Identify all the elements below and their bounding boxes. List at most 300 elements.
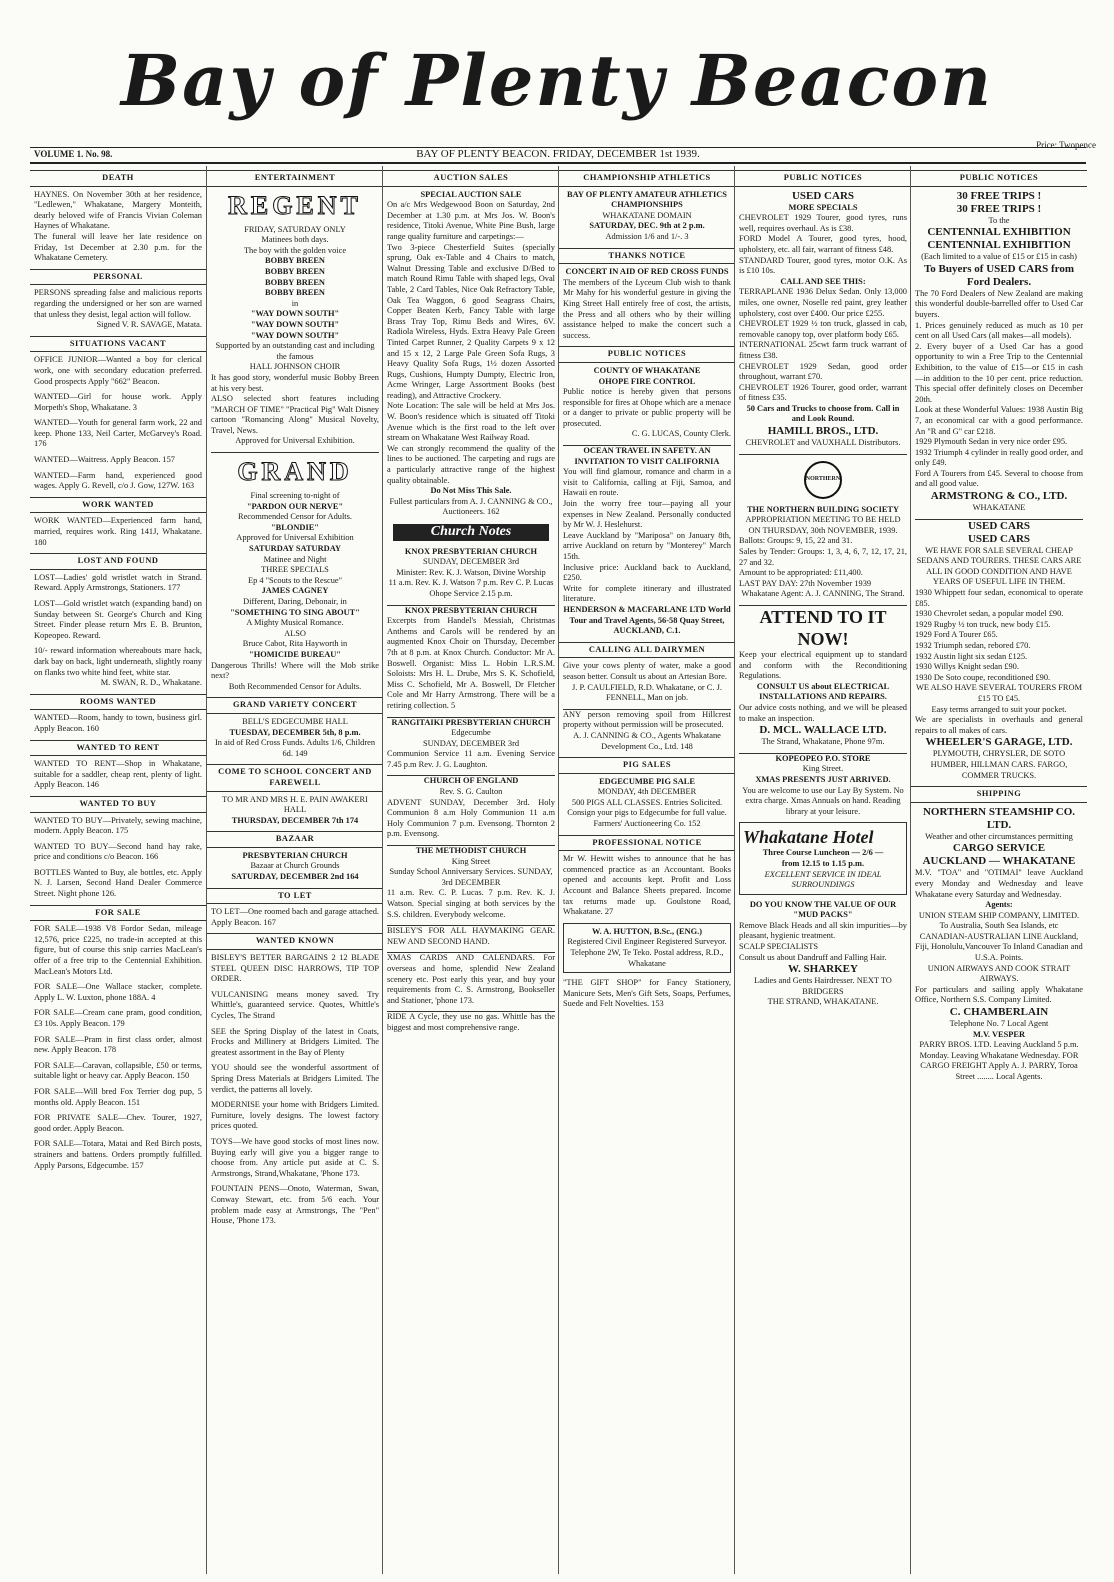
- thanks-notice: [563, 267, 731, 341]
- section-heading: SHIPPING: [911, 786, 1087, 803]
- text: FOR SALE—Will bred Fox Terrier dog pup, 5 months old. Apply Beacon. 151: [34, 1086, 202, 1107]
- text: 1932 Triumph sedan, rebored £70.: [915, 641, 1031, 650]
- text: CONSULT US about ELECTRICAL INSTALLATIONS AND REPAIRS.: [756, 681, 890, 702]
- text: WANTED—Youth for general farm work, 22 and keep. Phone 133, Neil Carter, McGarvey's Road. 176: [34, 418, 202, 449]
- section-heading: SITUATIONS VACANT: [30, 336, 206, 353]
- text: Easy terms arranged to suit your pocket.: [931, 704, 1067, 714]
- text: HALL JOHNSON CHOIR: [249, 362, 341, 372]
- store-ad: [739, 753, 907, 818]
- text: To Australia, South Sea Islands, etc CANADIAN-AUSTRALIAN LINE Auckland, Fiji, Honolulu,Vancouver To Inland Canadian and U.S.A. Points.: [915, 921, 1083, 963]
- classified-ad: [211, 1100, 379, 1132]
- text: THE METHODIST CHURCH: [415, 846, 527, 856]
- text: CENTENNIAL EXHIBITION: [927, 226, 1071, 239]
- text: Our advice costs nothing, and we will be pleased to make an inspection.: [739, 702, 907, 723]
- text: It has good story, wonderful music Bobby Breen at his very best.: [211, 372, 379, 393]
- dateline-bar: [30, 147, 1086, 164]
- column-6: [910, 166, 1087, 1574]
- text: 1. Prices genuinely reduced as much as 10 per cent on all Used Cars (all makes—all models).: [915, 320, 1083, 341]
- classified-ad: [34, 1035, 202, 1056]
- personal-notice: [34, 288, 202, 330]
- school-concert-ad: [211, 795, 379, 827]
- text: Rev. S. G. Caulton: [439, 787, 503, 797]
- section-heading: AUCTION SALES: [383, 170, 559, 187]
- text: 30 FREE TRIPS !: [956, 202, 1042, 215]
- section-heading: LOST AND FOUND: [30, 553, 206, 570]
- classified-ad: [34, 1008, 202, 1029]
- text: Registered Civil Engineer Registered Surveyor.: [567, 937, 727, 947]
- text: WANTED TO BUY—Second hand hay rake, price and conditions c/o Beacon. 166: [34, 841, 202, 862]
- shipping-ad: [915, 806, 1083, 1083]
- text: 1930 Whippett four sedan, economical to operate £85.: [915, 588, 1083, 608]
- text: The members of the Lyceum Club wish to thank Mr Mahy for his wonderful gesture in giving the King Street Hall entirely free of cost, the artists, the Press and all others who by their willing assistance helped to make the concert such a success.: [563, 277, 731, 340]
- text: LOST—Gold wristlet watch (expanding band) on Sunday between St. George's Church and King Street. Finder please return Mrs E. B. Brunton, Kopeopeo. Reward.: [34, 599, 202, 640]
- bazaar-ad: [211, 851, 379, 883]
- text: Farmers' Auctioneering Co. 152: [593, 819, 701, 829]
- section-heading: DEATH: [30, 170, 206, 187]
- text: Look at these Wonderful Values: 1938 Austin Big 7, an economical car with a good performance. An "R and G" car £218.: [915, 405, 1083, 436]
- section-heading: WANTED TO BUY: [30, 796, 206, 813]
- columns: [30, 166, 1086, 1574]
- section-heading: BAZAAR: [207, 831, 383, 848]
- text: A. J. CANNING & CO., Agents Whakatane Development Co., Ltd. 148: [573, 730, 721, 751]
- text: CHEVROLET and VAUXHALL Distributors.: [745, 438, 901, 448]
- text: 11 a.m. Rev. K. J. Watson 7 p.m. Rev C. P. Lucas Ohope Service 2.15 p.m.: [388, 578, 554, 598]
- text: BOBBY BREEN: [265, 277, 325, 287]
- text: BELL'S EDGECUMBE HALL: [242, 716, 348, 726]
- hotel-ad: [739, 822, 907, 894]
- text: WHEELER'S GARAGE, LTD.: [925, 736, 1073, 749]
- text: Admission 1/6 and 1/-. 3: [605, 231, 689, 241]
- text: Mr W. Hewitt wishes to announce that he has commenced practice as an Accountant. Books opened and accounts kept. Profit and Loss Account and Balance Sheets prepared. Income tax returns made up. Goulstone Road, Whakatane. 27: [563, 854, 731, 917]
- text: Consult us about Dandruff and Falling Hair.: [739, 952, 887, 962]
- hutton-ad: [563, 923, 731, 973]
- church-notice: [387, 547, 555, 600]
- signature: C. G. LUCAS, County Clerk.: [631, 429, 731, 439]
- text: M.V. VESPER: [972, 1029, 1026, 1039]
- text: MORE SPECIALS: [788, 202, 858, 212]
- section-heading: PROFESSIONAL NOTICE: [559, 835, 735, 852]
- text: HAMILL BROS., LTD.: [767, 425, 879, 438]
- classified-ad: [34, 924, 202, 977]
- classified-ad: [211, 1184, 379, 1226]
- text: Approved for Universal Exhibition.: [235, 436, 355, 446]
- classified-ad: [34, 1061, 202, 1082]
- section-heading: WANTED KNOWN: [207, 933, 383, 950]
- classified-ad: [563, 978, 731, 1010]
- text: On a/c Mrs Wedgewood Boon on Saturday, 2nd December at 1.30 p.m. at Mrs Jos. W. Boon's residence, Titoki Avenue, White Pine Bush, large range quality furniture and carpetings:—: [387, 200, 555, 241]
- classified-ad: [34, 599, 202, 641]
- text: Whakatane Hotel: [743, 827, 874, 848]
- grand-logo: GRAND: [237, 457, 353, 487]
- text: 11 a.m. Rev. C. P. Lucas. 7 p.m. Rev. K. J. Watson. Special singing at both services by the S.S. children. Everybody welcome.: [387, 888, 555, 919]
- text: Weather and other circumstances permitting: [925, 831, 1073, 841]
- section-heading: ROOMS WANTED: [30, 694, 206, 711]
- classified-ad: [563, 709, 731, 752]
- text: UNION AIRWAYS AND COOK STRAIT AIRWAYS.: [927, 963, 1071, 984]
- free-trips-ad: [915, 190, 1083, 514]
- text: WANTED TO BUY—Privately, sewing machine, modern. Apply Beacon. 175: [34, 815, 202, 836]
- classified-ad: [34, 573, 202, 594]
- text: Amount to be appropriated: £11,400.: [739, 568, 863, 578]
- text: Final screening to-night of: [250, 491, 340, 501]
- text: Matinee and Night: [263, 554, 327, 564]
- text: 50 Cars and Trucks to choose from. Call in and Look Round.: [746, 403, 900, 424]
- text: You will find glamour, romance and charm in a visit to California, calling at Fiji, Samoa, and Hawaii en route.: [563, 467, 731, 498]
- text: in: [291, 298, 299, 308]
- classified-ad: [34, 759, 202, 791]
- text: J. P. CAULFIELD, R.D. Whakatane, or C. J. FENNELL, Man on job.: [572, 682, 722, 703]
- classified-ad: [211, 990, 379, 1022]
- text: TO LET—One roomed bach and garage attached. Apply Beacon. 167: [211, 907, 379, 927]
- section-heading: THANKS NOTICE: [559, 248, 735, 265]
- text: WANTED—Waitress. Apply Beacon. 157: [34, 455, 175, 465]
- text: WANTED TO RENT—Shop in Whakatane, suitable for a saddler, cheap rent, plenty of light. Apply Beacon. 146: [34, 759, 202, 790]
- section-heading: ENTERTAINMENT: [207, 170, 383, 187]
- text: BOBBY BREEN: [265, 288, 325, 298]
- pig-sale-ad: [563, 777, 731, 830]
- text: AUCKLAND — WHAKATANE: [922, 855, 1076, 868]
- classified-ad: [387, 952, 555, 1006]
- text: PLYMOUTH, CHRYSLER, DE SOTO HUMBER, HILLMAN CARS. FARGO, COMMER TRUCKS.: [930, 749, 1068, 780]
- text: The funeral will leave her late residence on Friday, 1st December at 2.30 p.m. for the Whakatane Cemetery.: [34, 231, 202, 263]
- text: SATURDAY, DECEMBER 2nd 164: [231, 872, 359, 882]
- section-heading: WANTED TO RENT: [30, 740, 206, 757]
- athletics-ad: [563, 190, 731, 243]
- classified-ad: [211, 1137, 379, 1179]
- text: BOTTLES Wanted to Buy, ale bottles, etc. Apply N. J. Larsen, Second Hand Dealer Commerce Street. Night phone 126.: [34, 867, 202, 899]
- text: JAMES CAGNEY: [261, 586, 329, 596]
- text: Different, Daring, Debonair, in: [243, 597, 347, 606]
- text: THREE SPECIALS: [261, 565, 329, 575]
- dairymen-ad: [563, 661, 731, 703]
- text: SUNDAY, DECEMBER 3rd: [422, 557, 520, 567]
- text: To Buyers of USED CARS from Ford Dealers.: [923, 262, 1075, 288]
- text: Whakatane Agent: A. J. CANNING, The Strand.: [741, 589, 905, 599]
- text: Inclusive price: Auckland back to Auckland, £250.: [563, 562, 731, 583]
- text: 10/- reward information whereabouts mare hack, dark bay on back, light underneath, slightly roany on flanks two white hind feet, white star.: [34, 646, 202, 677]
- text: TO MR AND MRS H. E. PAIN AWAKERI HALL: [222, 794, 368, 815]
- classified-ad: [34, 982, 202, 1003]
- text: BAY OF PLENTY AMATEUR ATHLETICS CHAMPIONSHIPS: [567, 189, 727, 210]
- text: Ladies and Gents Hairdresser. NEXT TO BRIDGERS: [754, 976, 892, 996]
- text: Keep your electrical equipment up to standard and conform with the Reconditioning Regulations.: [739, 650, 907, 681]
- section-heading: GRAND VARIETY CONCERT: [207, 697, 383, 714]
- section-heading: CALLING ALL DAIRYMEN: [559, 642, 735, 659]
- text: LOST—Ladies' gold wristlet watch in Strand. Reward. Apply Armstrongs, Stationers. 177: [34, 572, 202, 593]
- text: PRESBYTERIAN CHURCH: [242, 850, 348, 860]
- text: EXCELLENT SERVICE IN IDEAL SURROUNDINGS: [764, 869, 882, 890]
- column-4: [558, 166, 735, 1574]
- text: 1929 Ford A Tourer £65.: [915, 630, 998, 640]
- text: CHEVROLET 1926 Tourer, good order, warrant of fitness £35.: [739, 382, 907, 403]
- church-notice: [387, 845, 555, 920]
- dateline: BAY OF PLENTY BEACON. FRIDAY, DECEMBER 1st 1939.: [416, 148, 700, 160]
- classified-ad: [34, 418, 202, 450]
- text: Supported by an outstanding cast and including the famous: [215, 341, 375, 361]
- text: Give your cows plenty of water, make a good season better. Consult us about an Artesian Bore.: [563, 661, 731, 681]
- classified-ad: [211, 1063, 379, 1095]
- text: WE HAVE FOR SALE SEVERAL CHEAP SEDANS AND TOURERS. THESE CARS ARE ALL IN GOOD CONDITION AND HAVE YEARS OF USEFUL LIFE IN THEM.: [916, 545, 1082, 587]
- text: XMAS CARDS AND CALENDARS. For overseas and home, splendid New Zealand scenery etc. Post early this year, and buy your requirements from C. S. Armstrong, Bookseller and Stationer, 'phone 173.: [387, 953, 555, 1005]
- classified-ad: [211, 953, 379, 985]
- text: In aid of Red Cross Funds. Adults 1/6, Children 6d. 149: [214, 738, 376, 758]
- text: Sunday School Anniversary Services. SUNDAY, 3rd DECEMBER: [389, 867, 553, 887]
- text: Recommended Censor for Adults.: [238, 512, 352, 522]
- text: FOR SALE—One Wallace stacker, complete. Apply L. W. Luxton, phone 188A. 4: [34, 982, 202, 1002]
- section-heading: FOR SALE: [30, 905, 206, 922]
- text: 1929 Plymouth Sedan in very nice order £95.: [915, 437, 1068, 447]
- text: WHAKATANE: [972, 503, 1026, 513]
- classified-ad: [34, 646, 202, 688]
- price: Price: Twopence: [1036, 140, 1096, 150]
- section-heading: CHAMPIONSHIP ATHLETICS: [559, 170, 735, 187]
- text: RANGITAIKI PRESBYTERIAN CHURCH: [391, 717, 551, 727]
- text: FOR SALE—Cream cane pram, good condition, £3 10s. Apply Beacon. 179: [34, 1008, 202, 1028]
- text: FOR PRIVATE SALE—Chev. Tourer, 1927, good order. Apply Beacon.: [34, 1113, 202, 1133]
- text: We are specialists in overhauls and general repairs to all makes of cars.: [915, 715, 1083, 735]
- text: "WAY DOWN SOUTH": [250, 309, 340, 319]
- text: M.V. "TOA" and "OTIMAI" leave Auckland every Monday and Wednesday and leave Whakatane every Saturday and Wednesday.: [915, 868, 1083, 899]
- text: CALL AND SEE THIS:: [780, 276, 866, 286]
- text: "WAY DOWN SOUTH": [250, 319, 340, 329]
- text: USED CARS: [967, 532, 1031, 545]
- classified-ad: [34, 392, 202, 413]
- column-3: [382, 166, 559, 1574]
- text: (Each limited to a value of £15 or £15 in cash): [921, 252, 1077, 262]
- text: FOUNTAIN PENS—Onoto, Waterman, Swan, Conway Stewart, etc. from 5/6 each. Your problem made easy at Armstrongs, The "Pen" House, 'Phone 173.: [211, 1184, 379, 1226]
- section-heading: WORK WANTED: [30, 497, 206, 514]
- volume-number: VOLUME 1. No. 98.: [34, 149, 113, 159]
- text: Approved for Universal Exhibition: [236, 533, 354, 543]
- grand-ad: [211, 452, 379, 692]
- used-cars-ad: [915, 519, 1083, 781]
- text: BISLEY'S BETTER BARGAINS 2 12 BLADE STEEL QUEEN DISC HARROWS, TIP TOP ORDER.: [211, 953, 379, 984]
- text: W. A. HUTTON, B.Sc., (ENG.): [591, 926, 703, 936]
- text: 30 FREE TRIPS !: [956, 189, 1042, 202]
- classified-ad: [34, 868, 202, 900]
- text: INTERNATIONAL 25cwt farm truck warrant of fitness £38.: [739, 340, 907, 360]
- text: USED CARS: [791, 189, 855, 202]
- professional-notice: [563, 854, 731, 918]
- text: THE STRAND, WHAKATANE.: [767, 997, 879, 1007]
- used-cars-ad: [739, 190, 907, 449]
- text: 1930 Chevrolet sedan, a popular model £90.: [915, 609, 1064, 619]
- text: SEE the Spring Display of the latest in Coats, Frocks and Millinery at Bridgers Limited. The greatest assortment in the Bay of Plenty: [211, 1026, 379, 1057]
- section-heading: PUBLIC NOTICES: [735, 170, 911, 187]
- column-1: [30, 166, 206, 1574]
- text: Dangerous Thrills! Where will the Mob strike next?: [211, 660, 379, 681]
- text: CENTENNIAL EXHIBITION: [927, 239, 1071, 252]
- text: WANTED—Girl for house work. Apply Morpeth's Shop, Whakatane. 3: [34, 392, 202, 412]
- text: Edgecumbe: [451, 728, 491, 738]
- text: You are welcome to use our Lay By System. No extra charge. Xmas Annuals on hand. Reading library at your leisure.: [742, 785, 904, 816]
- text: Bruce Cabot, Rita Hayworth in: [242, 639, 348, 649]
- auction-ad: [387, 190, 555, 518]
- text: SCALP SPECIALISTS: [739, 942, 819, 952]
- text: 500 PIGS ALL CLASSES. Entries Solicited.: [571, 797, 723, 807]
- text: MONDAY, 4th DECEMBER: [597, 787, 697, 797]
- text: King Street: [451, 856, 491, 866]
- text: PARRY BROS. LTD. Leaving Auckland 5 p.m. Monday. Leaving Whakatane Wednesday. FOR CARGO FREIGHT Apply A. J. PARRY, Toroa Street ........ Local Agents.: [919, 1040, 1079, 1081]
- text: FRIDAY, SATURDAY ONLY: [244, 224, 346, 234]
- section-heading: PUBLIC NOTICES: [559, 346, 735, 363]
- text: OHOPE FIRE CONTROL: [598, 376, 696, 386]
- text: To the: [988, 215, 1010, 225]
- text: FOR SALE—1938 V8 Fordor Sedan, mileage 12,576, price £225, no trade-in accepted at this figure, but of course this snip carries MacLean's offer of a free trip to the Centennial Exhibition. MacLean's Motors Ltd.: [34, 924, 202, 976]
- text: ADVENT SUNDAY, December 3rd. Holy Communion 8 a.m Holy Communion 11 a.m Holy Communion 7 p.m. Evensong. Thornton 2 p.m. Evensong.: [387, 797, 555, 839]
- text: Do Not Miss This Sale.: [430, 486, 512, 496]
- classified-ad: [34, 1139, 202, 1171]
- text: Sales by Tender: Groups: 1, 3, 4, 6, 7, 12, 17, 21, 27 and 32.: [739, 547, 907, 567]
- text: WE ALSO HAVE SEVERAL TOURERS FROM £15 TO £45.: [915, 683, 1083, 703]
- text: "THE GIFT SHOP" for Fancy Stationery, Manicure Sets, Men's Gift Sets, Soaps, Perfumes, Suede and Felt Novelties. 153: [563, 978, 731, 1009]
- text: Bazaar at Church Grounds: [250, 861, 340, 871]
- regent-logo: REGENT: [228, 190, 362, 220]
- text: D. MCL. WALLACE LTD.: [759, 724, 887, 737]
- travel-ad: [563, 445, 731, 637]
- text: WANTED—Farm hand, experienced good wages. Apply G. Revell, c/o J. Gow, 127W. 163: [34, 470, 202, 491]
- text: FOR SALE—Totara, Matai and Red Birch posts, strainers and battens. Orders promptly fulfilled. Apply Parsons, Edgecumbe. 157: [34, 1139, 202, 1170]
- text: ARMSTRONG & CO., LTD.: [930, 490, 1068, 503]
- hairdresser-ad: [739, 900, 907, 1008]
- text: CHEVROLET 1929 ½ ton truck, glassed in cab, removable canopy top, over platform body £65.: [739, 319, 907, 339]
- text: USED CARS: [967, 519, 1031, 532]
- text: from 12.15 to 1.15 p.m.: [781, 858, 865, 868]
- text: XMAS PRESENTS JUST ARRIVED.: [755, 774, 891, 784]
- text: 1929 Rugby ½ ton truck, new body £15.: [915, 619, 1051, 629]
- northern-logo: NORTHERN: [804, 461, 842, 499]
- text: CHURCH OF ENGLAND: [423, 776, 519, 786]
- classified-ad: [34, 455, 202, 466]
- text: Matinees both days.: [261, 235, 329, 245]
- public-notice: [563, 366, 731, 440]
- text: Remove Black Heads and all skin impurities—by pleasant, hygienic treatment.: [739, 920, 907, 941]
- text: A Mighty Musical Romance.: [246, 618, 344, 628]
- text: TERRAPLANE 1936 Delux Sedan. Only 13,000 miles, one owner, Noselle red paint, grey leather upholstery, cost over £400. Our price £255.: [739, 287, 907, 318]
- text: "WAY DOWN SOUTH": [250, 330, 340, 340]
- classified-ad: [387, 1011, 555, 1033]
- text: SPECIAL AUCTION SALE: [420, 189, 522, 199]
- section-heading: PUBLIC NOTICES: [911, 170, 1087, 187]
- text: 1930 Willys Knight sedan £90.: [915, 662, 1019, 672]
- text: The 70 Ford Dealers of New Zealand are making this wonderful double-barrelled offer to Used Car buyers.: [915, 288, 1083, 319]
- regent-ad: [211, 191, 379, 447]
- text: PERSONS spreading false and malicious reports regarding the undersigned or her son are warned that unless they desist, legal action will follow.: [34, 288, 202, 319]
- text: FOR SALE—Caravan, collapsible, £50 or terms, suitable light or heavy car. Apply Beacon. 150: [34, 1060, 202, 1081]
- text: BOBBY BREEN: [265, 266, 325, 276]
- text: Two 3-piece Chesterfield Suites (specially sprung, Oak ex-Table and 4 Chairs to match, Walnut Dressing Table and exclusive D/Bed to match Round Rimu Table with shaped legs, Oval Table, 2 Card Tables, Nice Oak Refractory Table, Oak Tea Waggon, 6 good Seagrass Chairs, Copper Beaten Kerb, Fancy Table with large Brass Tray Top, Rimu Beds and Wires, 6V. Radiola Wireless, Hyds. Extra Heavy Pale Green Tinted Carpet Runner, 2 Quality Carpets 9 x 12 and 15 x 12, 2 Large Pale Green Sofa Rugs, 3 Heavy Quality Sofa Rugs, 1½ dozen Assorted Rugs, Cushions, Humpty Dumpty, Electric Iron, Acme Wringer, Large Assortment Books (best reading), and Attractive Crockery.: [387, 242, 555, 400]
- text: ALSO selected short features including "MARCH OF TIME" "Practical Pig" Walt Disney cartoon "Romancing Along" Musical Novelty, Travel, News.: [211, 394, 379, 435]
- text: "HOMICIDE BUREAU": [249, 649, 341, 659]
- text: Excerpts from Handel's Messiah, Christmas Anthems and Carols will be rendered by an augmented Knox Choir on Thursday, December 7th at 8 p.m. at Knox Church. Conductor: Mr A. Boswell. Organist: Miss L. Hobin L.R.S.M. Soloists: Mrs H. L. Drube, Mrs S. K. Schofield, Miss C. Schofield, Mr A. Boswell, Dr Fletcher Cole and Mr Harry Armstrong. There will be a retiring collection. 5: [387, 616, 555, 710]
- building-society-ad: [739, 454, 907, 600]
- text: VULCANISING means money saved. Try Whittle's, guaranteed service. Quotes, Whittle's Cycles, The Strand: [211, 989, 379, 1020]
- text: APPROPRIATION MEETING TO BE HELD ON THURSDAY, 30th NOVEMBER, 1939.: [745, 515, 901, 535]
- text: Ep 4 "Scouts to the Rescue": [247, 575, 343, 585]
- text: UNION STEAM SHIP COMPANY, LIMITED.: [918, 910, 1080, 920]
- text: "BLONDIE": [271, 522, 319, 532]
- text: 1932 Austin light six sedan £125.: [915, 651, 1028, 661]
- column-5: [734, 166, 911, 1574]
- signature: M. SWAN, R. D., Whakatane.: [100, 678, 202, 688]
- text: 1930 De Soto coupe, reconditioned £90.: [915, 672, 1051, 682]
- text: Ford A Tourers from £45. Several to choose from and all good value.: [915, 468, 1083, 489]
- section-heading: TO LET: [207, 888, 383, 905]
- church-notice: [387, 605, 555, 712]
- classified-ad: [34, 355, 202, 387]
- text: For particulars and sailing apply Whakatane Office, Northern S.S. Company Limited.: [915, 984, 1083, 1005]
- text: WORK WANTED—Experienced farm hand, married, requires work. Ring 141J, Whakatane. 180: [34, 516, 202, 547]
- text: Telephone No. 7 Local Agent: [949, 1019, 1049, 1029]
- text: HAYNES. On November 30th at her residence, "Ledlewen," Whakatane, Margery Monteith, dearly beloved wife of Francis Vivian Coleman Haynes of Whakatane.: [34, 189, 202, 231]
- classified-ad: [34, 1087, 202, 1108]
- classified-ad: [211, 1027, 379, 1059]
- text: "SOMETHING TO SING ABOUT": [230, 607, 360, 617]
- text: CARGO SERVICE: [952, 842, 1046, 855]
- text: C. CHAMBERLAIN: [949, 1006, 1049, 1019]
- church-notice: [387, 717, 555, 771]
- text: RIDE A Cycle, they use no gas. Whittle has the biggest and most comprehensive range.: [387, 1012, 555, 1032]
- text: WHAKATANE DOMAIN: [602, 210, 692, 220]
- text: Note Location: The sale will be held at Mrs Jos. W. Boon's residence which is situated off Titoki Avenue which is the first road to the left over stream on Whakatane West Railway Road.: [387, 401, 555, 443]
- text: SATURDAY SATURDAY: [248, 544, 342, 554]
- section-heading: COME TO SCHOOL CONCERT AND FAREWELL: [207, 764, 383, 791]
- masthead: [20, 22, 1094, 140]
- text: TUESDAY, DECEMBER 5th, 8 p.m.: [229, 727, 361, 737]
- text: Write for complete itinerary and illustrated literature.: [563, 583, 731, 604]
- electrical-ad: [739, 605, 907, 748]
- text: OFFICE JUNIOR—Wanted a boy for clerical work, one with secondary education preferred. Good prospects Apply "662" Beacon.: [34, 355, 202, 386]
- text: Consign your pigs to Edgecumbe for full value.: [567, 808, 727, 818]
- text: EDGECUMBE PIG SALE: [599, 776, 695, 786]
- concert-ad: [211, 717, 379, 759]
- text: Minister: Rev. K. J. Watson, Divine Worship: [396, 567, 546, 577]
- text: Agents:: [985, 900, 1013, 910]
- text: WANTED—Room, handy to town, business girl. Apply Beacon. 160: [34, 713, 202, 733]
- text: KNOX PRESBYTERIAN CHURCH: [404, 605, 538, 615]
- text: The Strand, Whakatane, Phone 97m.: [761, 737, 885, 747]
- masthead-title: Bay of Plenty Beacon: [120, 39, 994, 122]
- section-heading: PERSONAL: [30, 269, 206, 286]
- text: FORD Model A Tourer, good tyres, hood, upholstery, etc. all fair, warrant of fitness £48.: [739, 234, 907, 254]
- text: SATURDAY, DEC. 9th at 2 p.m.: [589, 221, 705, 231]
- section-heading: PIG SALES: [559, 757, 735, 774]
- text: LAST PAY DAY: 27th November 1939: [739, 578, 872, 588]
- text: CHEVROLET 1929 Sedan, good order throughout, warrant £70.: [739, 361, 907, 382]
- text: SUNDAY, DECEMBER 3rd: [422, 738, 520, 748]
- text: Telephone 2W, Te Teko. Postal address, R.D., Whakatane: [570, 948, 724, 968]
- text: Join the worry free tour—paying all your expenses in New Zealand. Personally conducted by Mr W. J. Heslehurst.: [563, 499, 731, 530]
- text: ANY person removing spoil from Hillcrest property without permission will be prosecuted.: [563, 709, 731, 730]
- text: BISLEY'S FOR ALL HAYMAKING GEAR. NEW AND SECOND HAND.: [387, 926, 555, 946]
- text: CHEVROLET 1929 Tourer, good tyres, runs well, requires overhaul. As is £38.: [739, 213, 907, 233]
- text: Ballots: Groups: 9, 15, 22 and 31.: [739, 536, 853, 546]
- text: MODERNISE your home with Bridgers Limited. Furniture, lovely designs. The lowest factory prices quoted.: [211, 1100, 379, 1131]
- text: Leave Auckland by "Mariposa" on January 8th, arrive Auckland on return by "Monterey" March 15th.: [563, 530, 731, 561]
- text: OCEAN TRAVEL IN SAFETY. AN INVITATION TO VISIT CALIFORNIA: [574, 446, 720, 466]
- church-notes-banner: Church Notes: [393, 524, 549, 541]
- signature: Signed V. R. SAVAGE, Matata.: [96, 320, 202, 330]
- death-notice: [34, 190, 202, 264]
- text: 2. Every buyer of a Used Car has a good opportunity to win a Free Trip to the Centennial Exhibition, to the value of £15—or £15 in cash —in addition to the 10 per cent. price reduction. This special offer definitely closes on December 20th.: [915, 341, 1083, 404]
- text: We can strongly recommend the quality of the lines to be auctioned. The carpeting and rugs are a particularly attractive range of the highest quality obtainable.: [387, 443, 555, 485]
- text: FOR SALE—Pram in first class order, almost new. Apply Beacon. 178: [34, 1034, 202, 1055]
- text: THURSDAY, DECEMBER 7th 174: [231, 815, 359, 825]
- classified-ad: [34, 516, 202, 548]
- text: The boy with the golden voice: [243, 245, 347, 255]
- classified-ad: [211, 907, 379, 928]
- text: STANDARD Tourer, good tyres, motor O.K. As is £10 10s.: [739, 255, 907, 276]
